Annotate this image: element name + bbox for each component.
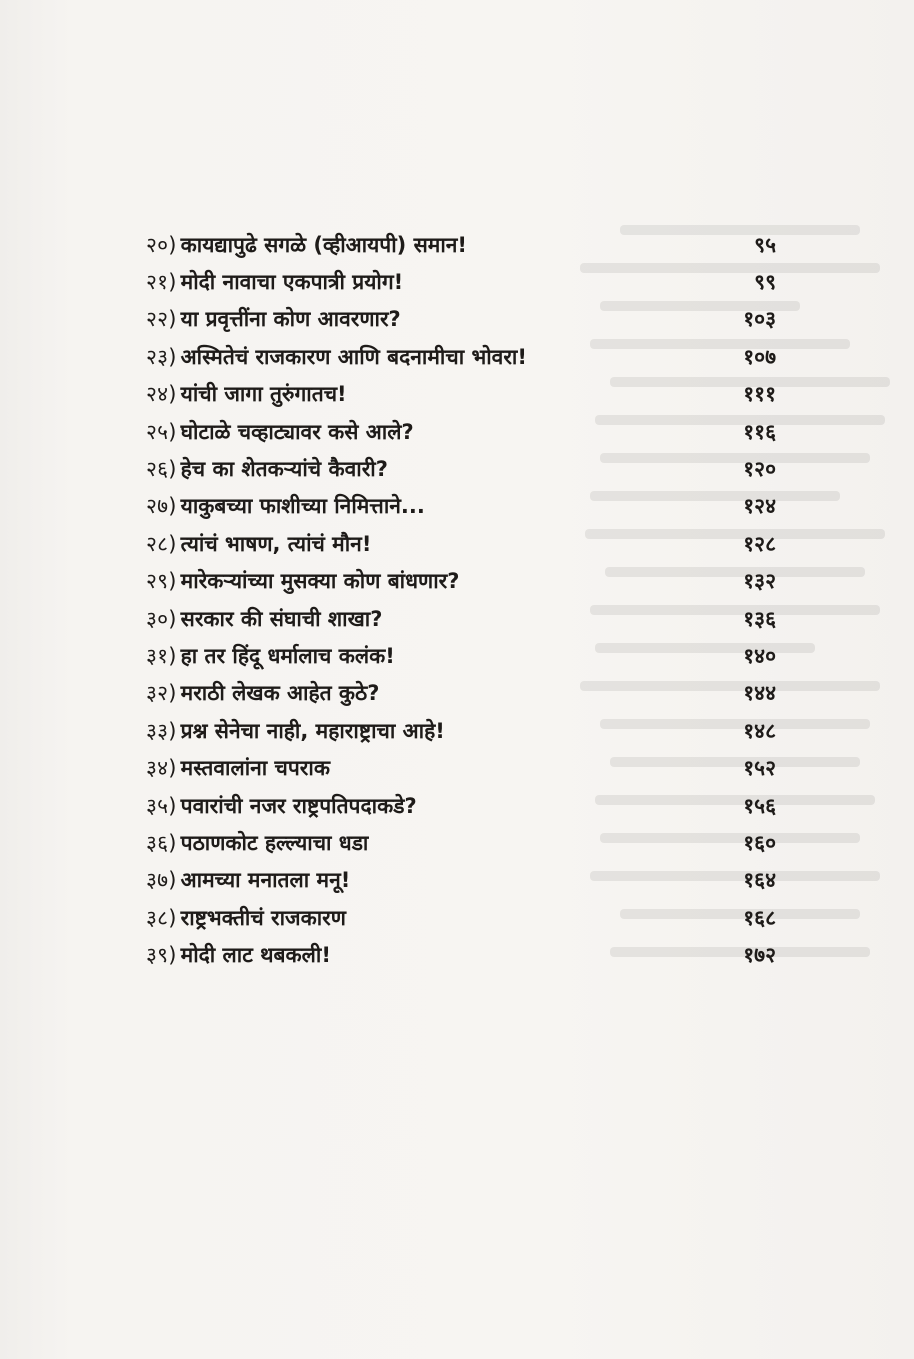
toc-entry xyxy=(146,226,786,263)
entry-number: २२) xyxy=(146,307,177,332)
entry-number: ३६) xyxy=(146,830,177,855)
toc-entry xyxy=(146,899,786,936)
entry-title: मोदी नावाचा एकपात्री प्रयोग! xyxy=(180,270,404,295)
entry-number: ३३) xyxy=(146,718,177,743)
toc-entry xyxy=(146,600,786,637)
entry-page-number: ११६ xyxy=(743,419,776,444)
entry-number: २९) xyxy=(146,569,177,594)
entry-title: या प्रवृत्तींना कोण आवरणार? xyxy=(180,307,401,332)
entry-title: हेच का शेतकऱ्यांचे कैवारी? xyxy=(180,457,388,482)
entry-title: मराठी लेखक आहेत कुठे? xyxy=(180,681,380,706)
entry-title: राष्ट्रभक्तीचं राजकारण xyxy=(180,905,346,930)
entry-number: ३४) xyxy=(146,756,177,781)
entry-page-number: १२४ xyxy=(743,494,776,519)
entry-number: २४) xyxy=(146,382,177,407)
toc-entry xyxy=(146,749,786,786)
table-of-contents xyxy=(146,226,786,974)
toc-entry xyxy=(146,563,786,600)
entry-title: आमच्या मनातला मनू! xyxy=(180,868,351,893)
entry-title: सरकार की संघाची शाखा? xyxy=(180,606,383,631)
entry-page-number: १०३ xyxy=(743,307,776,332)
entry-title: प्रश्न सेनेचा नाही, महाराष्ट्राचा आहे! xyxy=(180,718,445,743)
entry-number: २१) xyxy=(146,270,177,295)
entry-number: ३१) xyxy=(146,643,177,668)
entry-title: यांची जागा तुरुंगातच! xyxy=(180,382,347,407)
toc-entry xyxy=(146,338,786,375)
toc-entry xyxy=(146,525,786,562)
toc-entry xyxy=(146,712,786,749)
toc-entry xyxy=(146,488,786,525)
entry-number: २३) xyxy=(146,344,177,369)
entry-page-number: १३२ xyxy=(743,569,776,594)
toc-entry xyxy=(146,301,786,338)
entry-title: याकुबच्या फाशीच्या निमित्ताने... xyxy=(180,494,425,519)
toc-entry xyxy=(146,413,786,450)
entry-page-number: १५६ xyxy=(743,793,776,818)
entry-title: हा तर हिंदू धर्मालाच कलंक! xyxy=(180,643,395,668)
toc-entry xyxy=(146,376,786,413)
entry-number: २५) xyxy=(146,419,177,444)
entry-number: ३०) xyxy=(146,606,177,631)
entry-page-number: १२० xyxy=(743,457,776,482)
entry-title: पठाणकोट हल्ल्याचा धडा xyxy=(180,830,369,855)
entry-page-number: १४४ xyxy=(743,681,776,706)
entry-title: मस्तवालांना चपराक xyxy=(180,756,330,781)
entry-page-number: १६० xyxy=(743,830,776,855)
entry-page-number: १५२ xyxy=(743,756,776,781)
toc-entry xyxy=(146,936,786,973)
toc-entry xyxy=(146,263,786,300)
entry-page-number: १६८ xyxy=(743,905,776,930)
entry-title: पवारांची नजर राष्ट्रपतिपदाकडे? xyxy=(180,793,417,818)
entry-page-number: १०७ xyxy=(743,344,776,369)
entry-number: ३७) xyxy=(146,868,177,893)
entry-title: घोटाळे चव्हाट्यावर कसे आले? xyxy=(180,419,414,444)
entry-number: २६) xyxy=(146,457,177,482)
entry-title: मोदी लाट थबकली! xyxy=(180,943,331,968)
entry-page-number: ९५ xyxy=(754,232,776,257)
toc-entry xyxy=(146,862,786,899)
entry-page-number: १४८ xyxy=(743,718,776,743)
entry-number: २७) xyxy=(146,494,177,519)
entry-number: ३२) xyxy=(146,681,177,706)
entry-number: ३९) xyxy=(146,943,177,968)
entry-title: अस्मितेचं राजकारण आणि बदनामीचा भोवरा! xyxy=(180,344,527,369)
toc-entry xyxy=(146,637,786,674)
toc-entry xyxy=(146,824,786,861)
entry-page-number: १६४ xyxy=(743,868,776,893)
entry-number: ३८) xyxy=(146,905,177,930)
entry-page-number: १११ xyxy=(743,382,776,407)
entry-page-number: १३६ xyxy=(743,606,776,631)
entry-title: त्यांचं भाषण, त्यांचं मौन! xyxy=(180,531,372,556)
entry-number: २८) xyxy=(146,531,177,556)
entry-page-number: ९९ xyxy=(754,270,776,295)
entry-page-number: १२८ xyxy=(743,531,776,556)
entry-title: मारेकऱ्यांच्या मुसक्या कोण बांधणार? xyxy=(180,569,460,594)
toc-entry xyxy=(146,450,786,487)
entry-page-number: १४० xyxy=(743,643,776,668)
toc-entry xyxy=(146,787,786,824)
toc-entry xyxy=(146,675,786,712)
entry-number: ३५) xyxy=(146,793,177,818)
entry-title: कायद्यापुढे सगळे (व्हीआयपी) समान! xyxy=(180,232,468,257)
entry-number: २०) xyxy=(146,232,177,257)
entry-page-number: १७२ xyxy=(743,943,776,968)
